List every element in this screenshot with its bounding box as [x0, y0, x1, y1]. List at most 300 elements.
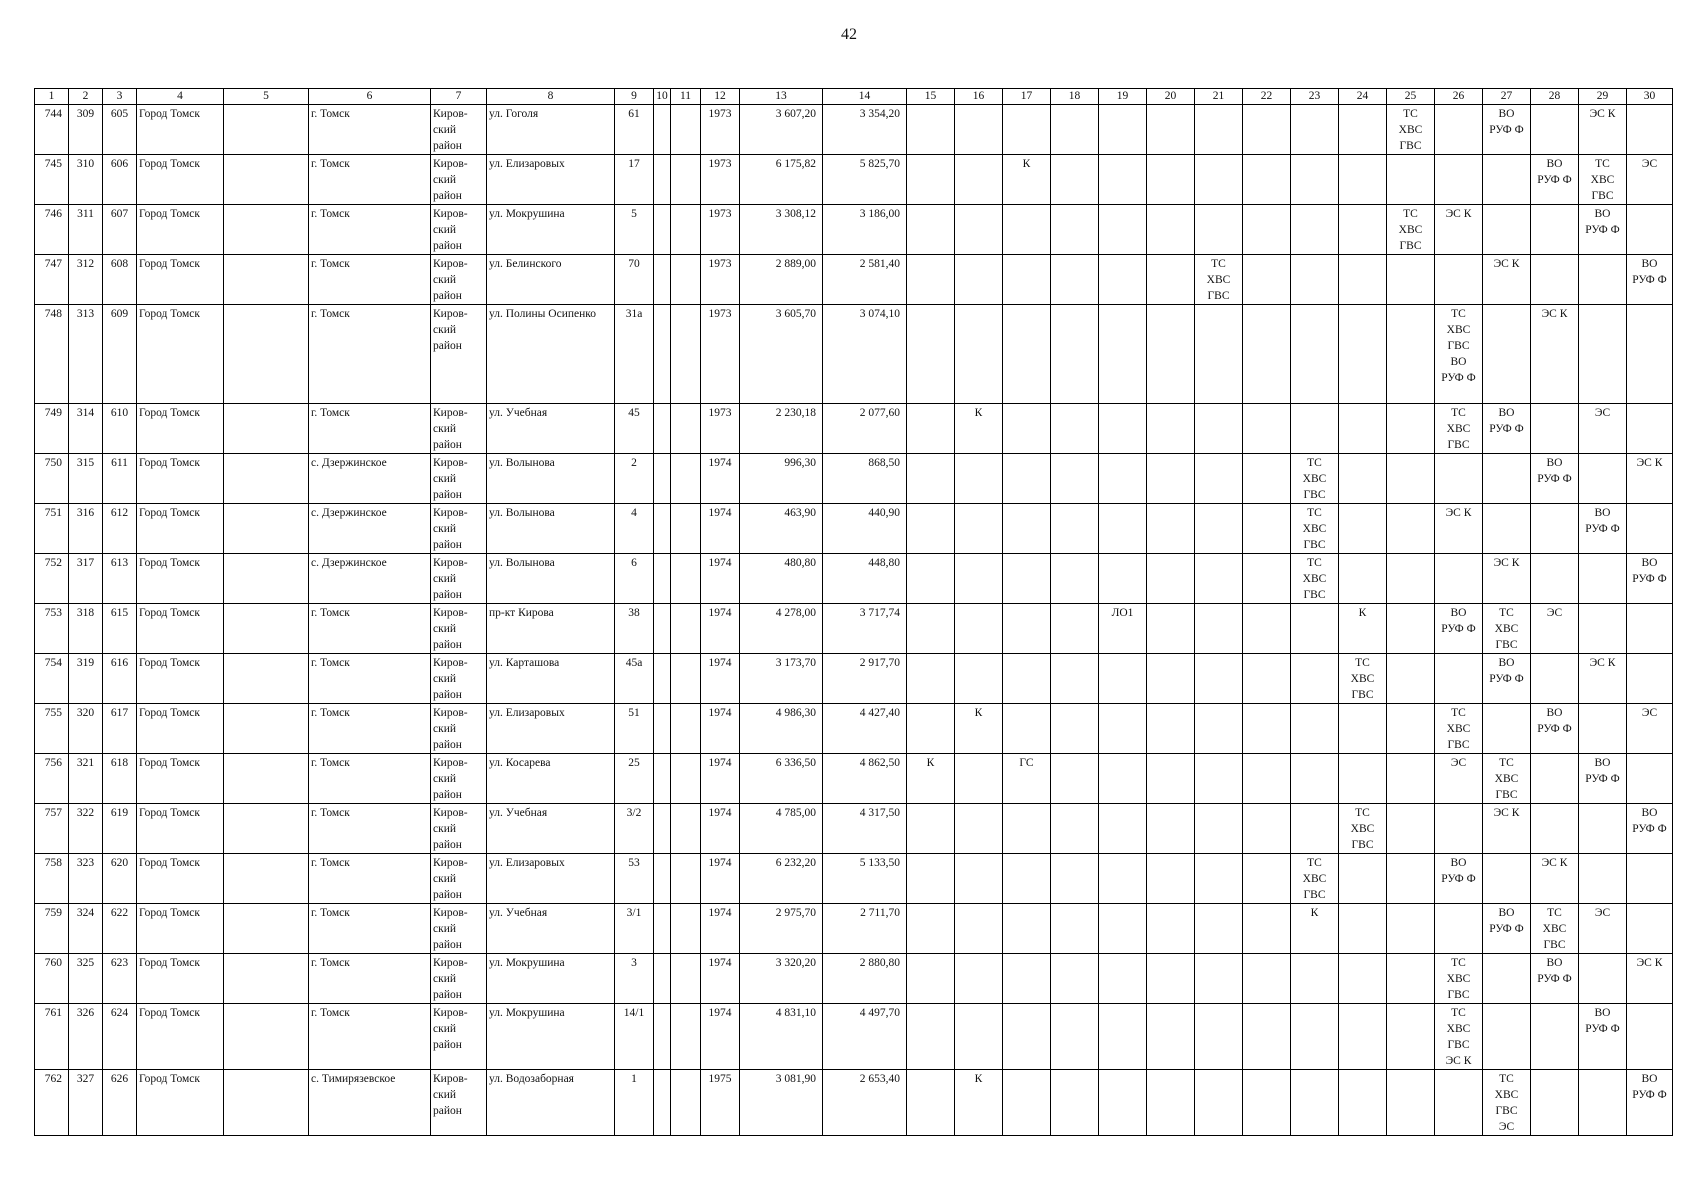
- table-cell: Город Томск: [137, 454, 224, 504]
- table-cell: Киров- ский район: [431, 255, 487, 305]
- table-cell: [1051, 454, 1099, 504]
- table-cell: 440,90: [823, 504, 907, 554]
- table-cell: [654, 255, 671, 305]
- column-header: 16: [955, 89, 1003, 105]
- table-cell: 3 186,00: [823, 205, 907, 255]
- table-cell: [654, 205, 671, 255]
- table-cell: [1339, 454, 1387, 504]
- table-row: [35, 654, 1673, 704]
- table-cell: [1099, 804, 1147, 854]
- table-cell: 6 336,50: [740, 754, 823, 804]
- table-row: [35, 954, 1673, 1004]
- table-cell: [1339, 554, 1387, 604]
- table-cell: [1387, 504, 1435, 554]
- table-cell: [1387, 804, 1435, 854]
- table-cell: 316: [69, 504, 103, 554]
- table-cell: [955, 105, 1003, 155]
- table-cell: 4 862,50: [823, 754, 907, 804]
- table-cell: [654, 804, 671, 854]
- table-cell: [654, 1004, 671, 1070]
- table-cell: ТС ХВС ГВС: [1195, 255, 1243, 305]
- table-cell: ТС ХВС ГВС: [1291, 554, 1339, 604]
- table-row: [35, 904, 1673, 954]
- table-cell: [1579, 604, 1627, 654]
- table-cell: [1099, 155, 1147, 205]
- table-cell: 17: [615, 155, 654, 205]
- table-cell: ВО РУФ Ф: [1483, 105, 1531, 155]
- table-cell: с. Дзержинское: [309, 504, 431, 554]
- table-cell: [1099, 255, 1147, 305]
- table-cell: [1195, 105, 1243, 155]
- table-cell: [1387, 454, 1435, 504]
- table-cell: 3 074,10: [823, 305, 907, 404]
- table-cell: 6: [615, 554, 654, 604]
- table-cell: [224, 1004, 309, 1070]
- table-cell: [224, 504, 309, 554]
- table-cell: Город Томск: [137, 155, 224, 205]
- table-cell: [1483, 1004, 1531, 1070]
- table-cell: [907, 554, 955, 604]
- table-cell: [1483, 205, 1531, 255]
- table-cell: ТС ХВС ГВС: [1291, 504, 1339, 554]
- table-cell: [1291, 654, 1339, 704]
- table-cell: 611: [103, 454, 137, 504]
- table-cell: ТС ХВС ГВС: [1483, 754, 1531, 804]
- table-cell: К: [1339, 604, 1387, 654]
- table-cell: ВО РУФ Ф: [1435, 604, 1483, 654]
- table-cell: [1051, 604, 1099, 654]
- table-cell: ул. Елизаровых: [487, 704, 615, 754]
- table-cell: 315: [69, 454, 103, 504]
- table-row: [35, 804, 1673, 854]
- table-cell: [1147, 754, 1195, 804]
- table-cell: [1387, 155, 1435, 205]
- table-cell: [1147, 1004, 1195, 1070]
- table-cell: ЭС К: [1579, 654, 1627, 704]
- table-cell: [224, 604, 309, 654]
- table-cell: [1435, 155, 1483, 205]
- table-cell: [1579, 305, 1627, 404]
- table-cell: [1099, 454, 1147, 504]
- table-cell: [907, 404, 955, 454]
- table-cell: [1051, 504, 1099, 554]
- table-cell: 310: [69, 155, 103, 205]
- table-cell: 616: [103, 654, 137, 704]
- table-cell: [1195, 604, 1243, 654]
- table-cell: 2 880,80: [823, 954, 907, 1004]
- table-cell: 38: [615, 604, 654, 654]
- column-header: 9: [615, 89, 654, 105]
- table-cell: [1195, 654, 1243, 704]
- table-cell: [1483, 954, 1531, 1004]
- table-cell: Киров- ский район: [431, 904, 487, 954]
- table-cell: [1387, 1070, 1435, 1136]
- table-cell: [671, 155, 701, 205]
- table-cell: [671, 305, 701, 404]
- table-cell: [1531, 754, 1579, 804]
- table-cell: 2 581,40: [823, 255, 907, 305]
- table-cell: ул. Елизаровых: [487, 854, 615, 904]
- table-cell: [955, 454, 1003, 504]
- table-cell: 5: [615, 205, 654, 255]
- table-row: [35, 255, 1673, 305]
- table-cell: [1147, 155, 1195, 205]
- table-cell: 3 354,20: [823, 105, 907, 155]
- table-cell: [1003, 205, 1051, 255]
- table-cell: К: [1291, 904, 1339, 954]
- table-cell: 2 077,60: [823, 404, 907, 454]
- table-cell: [1003, 105, 1051, 155]
- table-cell: [1051, 654, 1099, 704]
- table-row: [35, 504, 1673, 554]
- column-header: 2: [69, 89, 103, 105]
- table-cell: [1243, 504, 1291, 554]
- table-cell: [1243, 754, 1291, 804]
- table-cell: [1243, 454, 1291, 504]
- table-cell: ТС ХВС ГВС ЭС: [1483, 1070, 1531, 1136]
- table-cell: [1435, 654, 1483, 704]
- table-cell: [1051, 904, 1099, 954]
- table-cell: 762: [35, 1070, 69, 1136]
- table-cell: [1099, 554, 1147, 604]
- table-cell: [1291, 155, 1339, 205]
- table-cell: ЭС К: [1483, 554, 1531, 604]
- table-cell: [955, 255, 1003, 305]
- table-cell: Город Томск: [137, 754, 224, 804]
- table-cell: [1147, 105, 1195, 155]
- table-cell: [1099, 1070, 1147, 1136]
- table-cell: [1147, 305, 1195, 404]
- table-cell: 324: [69, 904, 103, 954]
- table-cell: [654, 404, 671, 454]
- table-cell: [1579, 954, 1627, 1004]
- table-cell: Город Томск: [137, 704, 224, 754]
- table-cell: [1339, 854, 1387, 904]
- table-cell: ТС ХВС ГВС: [1387, 105, 1435, 155]
- table-cell: ТС ХВС ГВС: [1339, 654, 1387, 704]
- table-cell: [1531, 554, 1579, 604]
- table-cell: 325: [69, 954, 103, 1004]
- table-cell: ВО РУФ Ф: [1531, 454, 1579, 504]
- table-cell: г. Томск: [309, 255, 431, 305]
- table-cell: 606: [103, 155, 137, 205]
- table-cell: ул. Волынова: [487, 454, 615, 504]
- table-cell: 313: [69, 305, 103, 404]
- table-cell: [1099, 504, 1147, 554]
- table-cell: [224, 255, 309, 305]
- table-cell: [1099, 105, 1147, 155]
- column-header: 20: [1147, 89, 1195, 105]
- table-cell: 61: [615, 105, 654, 155]
- table-cell: [654, 105, 671, 155]
- column-header: 8: [487, 89, 615, 105]
- table-cell: г. Томск: [309, 155, 431, 205]
- table-cell: ЭС К: [1435, 205, 1483, 255]
- table-cell: [1339, 754, 1387, 804]
- table-cell: [1099, 654, 1147, 704]
- table-cell: ул. Полины Осипенко: [487, 305, 615, 404]
- table-cell: [907, 1004, 955, 1070]
- table-cell: Город Томск: [137, 604, 224, 654]
- table-cell: [1195, 754, 1243, 804]
- table-cell: [1627, 504, 1673, 554]
- table-row: [35, 205, 1673, 255]
- table-cell: [1003, 1004, 1051, 1070]
- table-cell: [1147, 854, 1195, 904]
- table-cell: г. Томск: [309, 904, 431, 954]
- table-cell: [1531, 255, 1579, 305]
- table-cell: ул. Мокрушина: [487, 1004, 615, 1070]
- table-cell: [1003, 804, 1051, 854]
- table-cell: [955, 504, 1003, 554]
- table-cell: [1483, 155, 1531, 205]
- table-cell: [1531, 205, 1579, 255]
- table-cell: 326: [69, 1004, 103, 1070]
- table-cell: 1974: [701, 654, 740, 704]
- table-cell: [224, 1070, 309, 1136]
- table-cell: [1147, 954, 1195, 1004]
- table-cell: К: [955, 704, 1003, 754]
- table-cell: [1579, 255, 1627, 305]
- column-header: 23: [1291, 89, 1339, 105]
- table-cell: [1339, 255, 1387, 305]
- table-cell: [224, 704, 309, 754]
- table-cell: Киров- ский район: [431, 305, 487, 404]
- table-cell: ЭС: [1435, 754, 1483, 804]
- table-cell: 2 889,00: [740, 255, 823, 305]
- table-cell: [1003, 904, 1051, 954]
- table-cell: ул. Елизаровых: [487, 155, 615, 205]
- table-cell: 14/1: [615, 1004, 654, 1070]
- table-cell: Киров- ский район: [431, 654, 487, 704]
- table-cell: пр-кт Кирова: [487, 604, 615, 654]
- table-cell: [1531, 404, 1579, 454]
- table-cell: [654, 654, 671, 704]
- table-cell: 317: [69, 554, 103, 604]
- table-cell: [1195, 954, 1243, 1004]
- table-cell: [654, 904, 671, 954]
- table-cell: [1291, 205, 1339, 255]
- table-cell: [1627, 854, 1673, 904]
- table-cell: [1483, 704, 1531, 754]
- table-cell: Киров- ский район: [431, 404, 487, 454]
- table-cell: [1051, 404, 1099, 454]
- table-cell: [1195, 904, 1243, 954]
- table-cell: [1339, 954, 1387, 1004]
- table-cell: [1339, 704, 1387, 754]
- table-cell: ул. Учебная: [487, 904, 615, 954]
- table-cell: 612: [103, 504, 137, 554]
- table-cell: [1435, 454, 1483, 504]
- table-cell: 4 785,00: [740, 804, 823, 854]
- table-cell: Город Томск: [137, 105, 224, 155]
- table-cell: 25: [615, 754, 654, 804]
- table-cell: [955, 205, 1003, 255]
- table-cell: [1051, 754, 1099, 804]
- table-cell: [224, 105, 309, 155]
- table-cell: [1387, 255, 1435, 305]
- table-row: [35, 704, 1673, 754]
- table-cell: ул. Косарева: [487, 754, 615, 804]
- column-header: 4: [137, 89, 224, 105]
- table-cell: 3/2: [615, 804, 654, 854]
- table-cell: ЭС К: [1483, 804, 1531, 854]
- table-cell: ул. Белинского: [487, 255, 615, 305]
- table-cell: 1974: [701, 954, 740, 1004]
- table-cell: [1147, 1070, 1195, 1136]
- table-cell: 1974: [701, 1004, 740, 1070]
- table-row: [35, 305, 1673, 404]
- table-cell: [224, 454, 309, 504]
- table-cell: [1051, 804, 1099, 854]
- table-cell: [1147, 255, 1195, 305]
- table-cell: 448,80: [823, 554, 907, 604]
- table-cell: [907, 904, 955, 954]
- table-cell: [654, 305, 671, 404]
- table-cell: ул. Карташова: [487, 654, 615, 704]
- table-row: [35, 1070, 1673, 1136]
- table-cell: [1387, 854, 1435, 904]
- table-cell: 3: [615, 954, 654, 1004]
- table-cell: [1147, 604, 1195, 654]
- table-cell: 327: [69, 1070, 103, 1136]
- table-cell: 51: [615, 704, 654, 754]
- table-cell: Киров- ский район: [431, 205, 487, 255]
- table-cell: ул. Волынова: [487, 504, 615, 554]
- table-cell: [1195, 404, 1243, 454]
- table-cell: [1003, 1070, 1051, 1136]
- table-cell: [1291, 754, 1339, 804]
- table-cell: 748: [35, 305, 69, 404]
- table-cell: [1147, 504, 1195, 554]
- table-cell: 747: [35, 255, 69, 305]
- table-cell: [1483, 454, 1531, 504]
- table-cell: [1051, 954, 1099, 1004]
- table-cell: 623: [103, 954, 137, 1004]
- table-cell: 1974: [701, 854, 740, 904]
- table-cell: [1339, 504, 1387, 554]
- table-cell: ТС ХВС ГВС: [1435, 704, 1483, 754]
- column-header: 11: [671, 89, 701, 105]
- table-cell: [955, 904, 1003, 954]
- table-cell: 622: [103, 904, 137, 954]
- table-cell: 45а: [615, 654, 654, 704]
- table-cell: [671, 704, 701, 754]
- table-cell: Киров- ский район: [431, 754, 487, 804]
- table-cell: г. Томск: [309, 604, 431, 654]
- table-cell: [671, 754, 701, 804]
- table-cell: [1243, 604, 1291, 654]
- table-cell: Киров- ский район: [431, 554, 487, 604]
- table-cell: [1099, 904, 1147, 954]
- table-cell: 4 427,40: [823, 704, 907, 754]
- table-cell: Киров- ский район: [431, 155, 487, 205]
- column-header: 7: [431, 89, 487, 105]
- table-cell: [224, 654, 309, 704]
- table-cell: [955, 654, 1003, 704]
- table-row: [35, 854, 1673, 904]
- table-cell: [1579, 804, 1627, 854]
- table-cell: г. Томск: [309, 854, 431, 904]
- table-cell: ул. Волынова: [487, 554, 615, 604]
- table-cell: [1243, 404, 1291, 454]
- table-cell: [671, 105, 701, 155]
- table-cell: 1974: [701, 604, 740, 654]
- table-cell: ул. Мокрушина: [487, 205, 615, 255]
- table-cell: 6 232,20: [740, 854, 823, 904]
- table-cell: 1974: [701, 754, 740, 804]
- table-cell: [224, 854, 309, 904]
- table-cell: [224, 554, 309, 604]
- table-cell: 615: [103, 604, 137, 654]
- table-cell: [671, 804, 701, 854]
- table-cell: 463,90: [740, 504, 823, 554]
- table-cell: 868,50: [823, 454, 907, 504]
- table-cell: [1195, 205, 1243, 255]
- table-cell: Киров- ский район: [431, 704, 487, 754]
- table-cell: [224, 954, 309, 1004]
- table-cell: ВО РУФ Ф: [1627, 554, 1673, 604]
- table-cell: [1099, 704, 1147, 754]
- table-cell: [1387, 754, 1435, 804]
- table-cell: [1291, 255, 1339, 305]
- table-cell: [1051, 205, 1099, 255]
- table-cell: 753: [35, 604, 69, 654]
- table-cell: [654, 1070, 671, 1136]
- table-cell: 53: [615, 854, 654, 904]
- table-row: [35, 454, 1673, 504]
- table-cell: ВО РУФ Ф: [1483, 404, 1531, 454]
- table-cell: Город Томск: [137, 1004, 224, 1070]
- table-cell: [1003, 854, 1051, 904]
- table-cell: [1243, 954, 1291, 1004]
- table-cell: 757: [35, 804, 69, 854]
- table-cell: ЭС: [1531, 604, 1579, 654]
- table-cell: [907, 854, 955, 904]
- table-cell: 996,30: [740, 454, 823, 504]
- column-header: 21: [1195, 89, 1243, 105]
- table-cell: [907, 454, 955, 504]
- table-cell: 761: [35, 1004, 69, 1070]
- column-header: 1: [35, 89, 69, 105]
- table-cell: г. Томск: [309, 305, 431, 404]
- table-cell: [1291, 105, 1339, 155]
- table-cell: Киров- ский район: [431, 954, 487, 1004]
- table-cell: [1531, 654, 1579, 704]
- table-cell: [1099, 1004, 1147, 1070]
- table-cell: [1291, 1004, 1339, 1070]
- table-row: [35, 155, 1673, 205]
- table-cell: ТС ХВС ГВС: [1291, 854, 1339, 904]
- table-cell: ЭС: [1627, 155, 1673, 205]
- column-header: 18: [1051, 89, 1099, 105]
- table-cell: ТС ХВС ГВС ВО РУФ Ф: [1435, 305, 1483, 404]
- table-cell: 3 717,74: [823, 604, 907, 654]
- table-cell: [1147, 404, 1195, 454]
- table-cell: [671, 255, 701, 305]
- table-cell: [654, 454, 671, 504]
- table-cell: Город Томск: [137, 305, 224, 404]
- table-cell: [1627, 654, 1673, 704]
- column-header: 22: [1243, 89, 1291, 105]
- table-cell: [224, 155, 309, 205]
- table-cell: ТС ХВС ГВС: [1483, 604, 1531, 654]
- table-cell: г. Томск: [309, 205, 431, 255]
- table-cell: ЭС: [1627, 704, 1673, 754]
- column-header: 27: [1483, 89, 1531, 105]
- table-cell: [1531, 1070, 1579, 1136]
- table-cell: ВО РУФ Ф: [1579, 504, 1627, 554]
